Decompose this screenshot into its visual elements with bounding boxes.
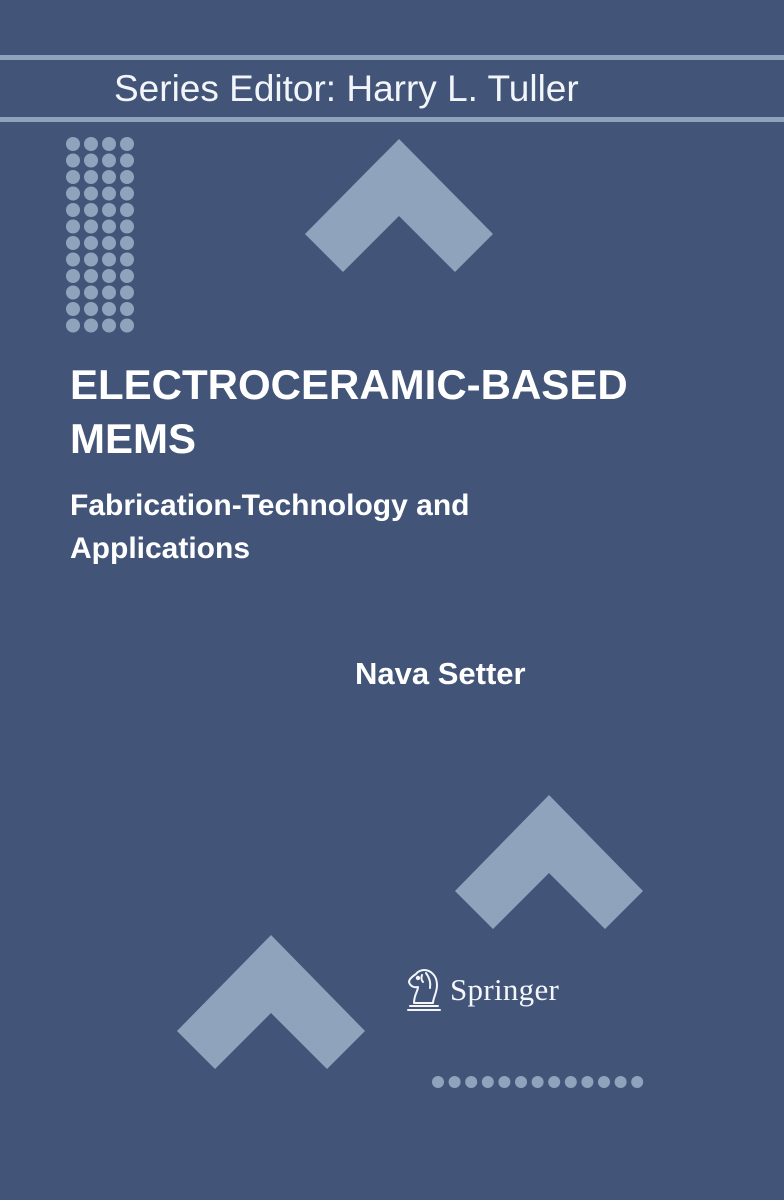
decorative-dot	[84, 203, 98, 217]
series-editor-label: Series Editor: Harry L. Tuller	[114, 68, 579, 109]
decorative-dot	[66, 187, 80, 201]
decorative-dot	[66, 220, 80, 234]
decorative-dot	[84, 253, 98, 267]
decorative-dot	[449, 1076, 461, 1088]
decorative-dot	[120, 319, 134, 333]
decorative-dot	[120, 170, 134, 184]
dot-grid-decoration	[66, 137, 134, 333]
decorative-dot	[615, 1076, 627, 1088]
decorative-dot	[548, 1076, 560, 1088]
decorative-dot	[102, 154, 116, 168]
decorative-dot	[102, 203, 116, 217]
decorative-dot	[120, 253, 134, 267]
decorative-dot	[120, 236, 134, 250]
decorative-dot	[102, 170, 116, 184]
decorative-dot	[432, 1076, 444, 1088]
decorative-dot	[84, 236, 98, 250]
decorative-dot	[498, 1076, 510, 1088]
knight-chess-piece-icon	[404, 967, 444, 1013]
decorative-dot	[102, 220, 116, 234]
decorative-dot	[598, 1076, 610, 1088]
decorative-dot	[102, 302, 116, 316]
decorative-dot	[84, 302, 98, 316]
decorative-dot	[66, 286, 80, 300]
decorative-dot	[120, 187, 134, 201]
publisher-name: Springer	[450, 972, 560, 1007]
book-title-line: ELECTROCERAMIC-BASED	[70, 361, 628, 408]
decorative-dot	[532, 1076, 544, 1088]
decorative-dot	[102, 253, 116, 267]
decorative-dot	[66, 253, 80, 267]
decorative-dot	[66, 154, 80, 168]
publisher-logo	[404, 966, 559, 1014]
decorative-dot	[120, 286, 134, 300]
decorative-dot	[482, 1076, 494, 1088]
dot-row-decoration	[432, 1076, 643, 1088]
book-subtitle-line: Fabrication-Technology and	[70, 489, 470, 522]
decorative-dot	[66, 269, 80, 283]
chevron-up-icon	[455, 795, 643, 929]
decorative-dot	[66, 302, 80, 316]
author-name: Nava Setter	[355, 656, 526, 691]
decorative-dot	[120, 154, 134, 168]
decorative-dot	[581, 1076, 593, 1088]
book-title	[70, 358, 750, 466]
decorative-dot	[66, 203, 80, 217]
book-subtitle-line: Applications	[70, 532, 251, 565]
decorative-dot	[84, 220, 98, 234]
decorative-dot	[84, 170, 98, 184]
decorative-dot	[102, 137, 116, 151]
book-title-line: MEMS	[70, 415, 196, 462]
decorative-dot	[120, 269, 134, 283]
decorative-dot	[120, 203, 134, 217]
decorative-dot	[66, 236, 80, 250]
decorative-dot	[102, 286, 116, 300]
decorative-dot	[84, 319, 98, 333]
book-subtitle	[70, 484, 750, 570]
decorative-dot	[102, 319, 116, 333]
decorative-dot	[84, 286, 98, 300]
decorative-dot	[465, 1076, 477, 1088]
decorative-dot	[66, 319, 80, 333]
decorative-dot	[84, 269, 98, 283]
decorative-dot	[102, 236, 116, 250]
decorative-dot	[102, 187, 116, 201]
decorative-dot	[120, 302, 134, 316]
decorative-dot	[66, 170, 80, 184]
decorative-dot	[515, 1076, 527, 1088]
decorative-dot	[120, 137, 134, 151]
decorative-dot	[84, 187, 98, 201]
decorative-dot	[120, 220, 134, 234]
decorative-dot	[631, 1076, 643, 1088]
decorative-dot	[102, 269, 116, 283]
decorative-dot	[565, 1076, 577, 1088]
chevron-up-icon	[305, 139, 493, 272]
decorative-dot	[66, 137, 80, 151]
decorative-dot	[84, 154, 98, 168]
decorative-dot	[84, 137, 98, 151]
chevron-up-icon	[177, 935, 365, 1069]
